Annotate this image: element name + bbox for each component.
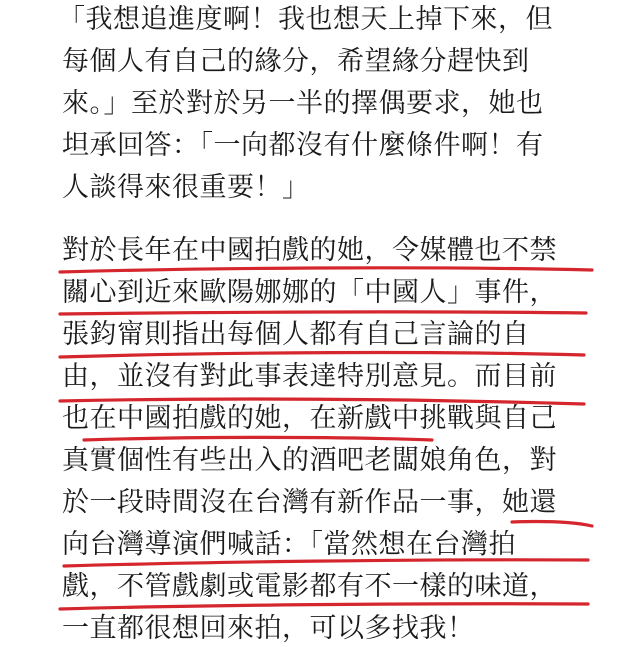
paragraph2-line-3: 張鈞甯則指出每個人都有自己言論的自	[62, 319, 530, 350]
paragraph2-line-6: 真實個性有些出入的酒吧老闆娘角色，對	[62, 445, 557, 476]
paragraph2-line-5: 也在中國拍戲的她，在新戲中挑戰與自己	[62, 403, 557, 434]
paragraph2-line-4: 由，並沒有對此事表達特別意見。而目前	[62, 361, 557, 392]
paragraph1-line-5: 人談得來很重要！」	[62, 172, 310, 203]
paragraph2-line-8: 向台灣導演們喊話：「當然想在台灣拍	[62, 529, 516, 560]
paragraph2-line-1: 對於長年在中國拍戲的她，令媒體也不禁	[62, 235, 557, 266]
paragraph1-line-4: 坦承回答：「一向都沒有什麼條件啊！有	[62, 130, 544, 161]
paragraph1-line-2: 每個人有自己的緣分，希望緣分趕快到	[62, 46, 530, 77]
paragraph2-line-10: 一直都很想回來拍，可以多找我！	[62, 613, 475, 644]
paragraph2-line-9: 戲，不管戲劇或電影都有不一樣的味道，	[62, 571, 557, 602]
paragraph1-line-1: 「我想追進度啊！我也想天上掉下來，但	[58, 4, 553, 35]
paragraph2-line-7: 於一段時間沒在台灣有新作品一事，她還	[62, 487, 557, 518]
paragraph2-line-2: 關心到近來歐陽娜娜的「中國人」事件，	[62, 277, 557, 308]
paragraph1-line-3: 來。」至於對於另一半的擇偶要求，她也	[62, 88, 544, 119]
